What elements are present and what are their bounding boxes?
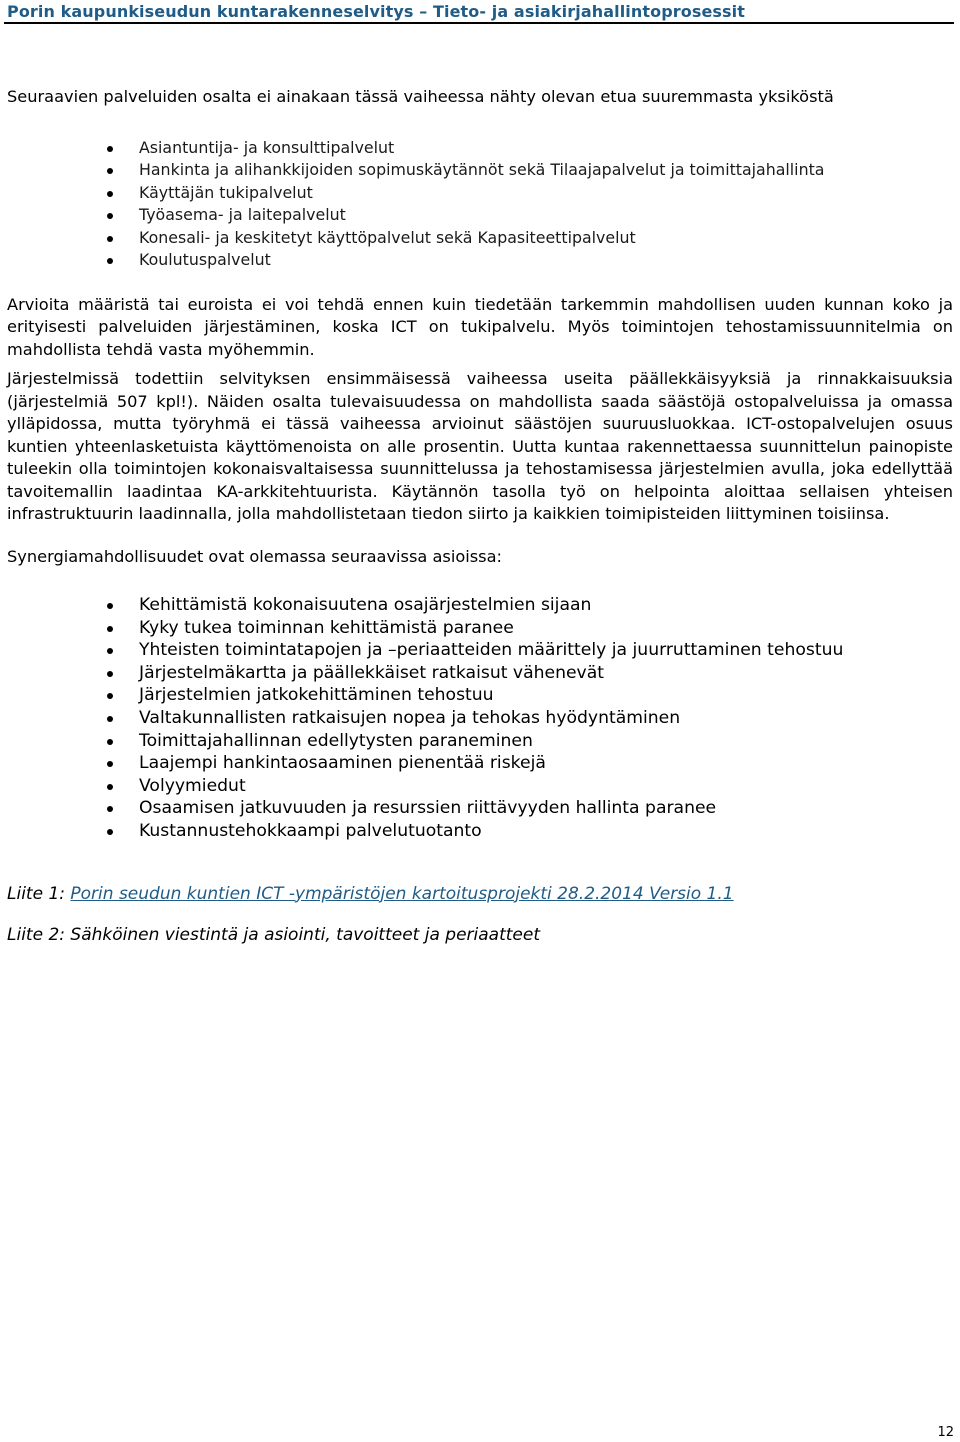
appendix-2 — [7, 924, 953, 946]
synergy-list — [7, 594, 953, 843]
bullet-icon — [107, 739, 113, 745]
synergy-item-text: Volyymiedut — [139, 775, 246, 796]
synergy-item — [7, 639, 953, 662]
bullet-icon — [107, 213, 113, 219]
service-item-text: Hankinta ja alihankkijoiden sopimuskäytännöt sekä Tilaajapalvelut ja toimittajahallinta — [139, 160, 825, 179]
service-item — [7, 249, 953, 272]
bullet-icon — [107, 603, 113, 609]
synergy-item — [7, 684, 953, 707]
service-item-text: Työasema- ja laitepalvelut — [139, 205, 346, 224]
synergy-item — [7, 730, 953, 753]
appendix-1-label: Liite 1: — [7, 883, 65, 904]
synergy-item-text: Laajempi hankintaosaaminen pienentää riskejä — [139, 753, 546, 774]
appendix-2-label: Liite 2: — [7, 924, 65, 945]
service-item — [7, 227, 953, 250]
appendix-1-link[interactable]: Porin seudun kuntien ICT -ympäristöjen kartoitusprojekti 28.2.2014 Versio 1.1 — [70, 883, 734, 904]
intro-paragraph: Seuraavien palveluiden osalta ei ainakaan tässä vaiheessa nähty olevan etua suuremmasta yksiköstä — [7, 87, 834, 106]
service-item-text: Käyttäjän tukipalvelut — [139, 182, 313, 202]
synergy-item — [7, 775, 953, 798]
synergy-item — [7, 617, 953, 640]
bullet-icon — [107, 626, 113, 632]
synergy-item-text: Järjestelmien jatkokehittäminen tehostuu — [139, 685, 494, 706]
service-item-text: Asiantuntija- ja konsulttipalvelut — [139, 137, 395, 157]
bullet-icon — [107, 716, 113, 722]
bullet-icon — [107, 671, 113, 677]
synergy-item — [7, 707, 953, 730]
synergy-item-text: Kyky tukea toiminnan kehittämistä paranee — [139, 617, 514, 638]
synergy-item — [7, 662, 953, 685]
services-list — [7, 137, 953, 272]
synergy-item-text: Osaamisen jatkuvuuden ja resurssien riittävyyden hallinta paranee — [139, 798, 717, 819]
service-item-text: Koulutuspalvelut — [139, 250, 271, 269]
bullet-icon — [107, 191, 113, 197]
document-body — [7, 86, 953, 946]
synergy-intro: Synergiamahdollisuudet ovat olemassa seuraavissa asioissa: — [7, 546, 502, 566]
synergy-item — [7, 594, 953, 617]
synergy-item-text: Yhteisten toimintatapojen ja –periaatteiden määrittely ja juurruttaminen tehostuu — [139, 640, 844, 661]
bullet-icon — [107, 806, 113, 812]
service-item — [7, 159, 953, 182]
bullet-icon — [107, 258, 113, 264]
synergy-item-text: Kustannustehokkaampi palvelutuotanto — [139, 820, 482, 841]
synergy-item-text: Valtakunnallisten ratkaisujen nopea ja tehokas hyödyntäminen — [139, 707, 681, 728]
appendix-1 — [7, 883, 953, 905]
synergy-item-text: Kehittämistä kokonaisuutena osajärjestelmien sijaan — [139, 595, 592, 615]
bullet-icon — [107, 146, 113, 152]
page-number: 12 — [937, 1425, 954, 1440]
bullet-icon — [107, 761, 113, 767]
bullet-icon — [107, 648, 113, 654]
bullet-icon — [107, 784, 113, 790]
synergy-item — [7, 752, 953, 775]
service-item — [7, 204, 953, 227]
synergy-item-text: Järjestelmäkartta ja päällekkäiset ratkaisut vähenevät — [139, 662, 605, 683]
page-header — [4, 0, 954, 24]
appendix-2-text: Sähköinen viestintä ja asiointi, tavoitteet ja periaatteet — [70, 924, 540, 945]
service-item — [7, 182, 953, 205]
service-item-text: Konesali- ja keskitetyt käyttöpalvelut sekä Kapasiteettipalvelut — [139, 227, 636, 247]
systems-paragraph: Järjestelmissä todettiin selvityksen ensimmäisessä vaiheessa useita päällekkäisyyksiä ja rinnakkaisuuksia (järjestelmiä 507 kpl!). Näiden osalta tulevaisuudessa on mahdollista saada säästöjä ostopalveluissa ja omassa ylläpidossa, mutta työryhmä ei tässä vaiheessa arvioinut säästöjen suuruusluokkaa. ICT-ostopalvelujen osuus kuntien yhteenlasketuista käyttömenoista on alle prosentin. Uutta kuntaa rakennettaessa suunnittelun painopiste tuleekin olla toimintojen kokonaisvaltaisessa suunnittelussa ja tehostamisessa järjestelmien avulla, joka edellyttää tavoitemallin laadintaa KA-arkkitehtuurista. Käytännön tasolla työ on helpointa aloittaa sellaisen yhteisen infrastruktuurin laadinnalla, jolla mahdollistetaan tiedon siirto ja kaikkien toimipisteiden liittyminen toisiinsa. — [7, 369, 953, 523]
header-title: Porin kaupunkiseudun kuntarakenneselvitys – Tieto- ja asiakirjahallintoprosessit — [7, 2, 745, 21]
estimates-paragraph: Arvioita määristä tai euroista ei voi tehdä ennen kuin tiedetään tarkemmin mahdollisen uuden kunnan koko ja erityisesti palveluiden järjestäminen, koska ICT on tukipalvelu. Myös toimintojen tehostamissuunnitelmia on mahdollista tehdä vasta myöhemmin. — [7, 294, 953, 359]
service-item — [7, 137, 953, 160]
synergy-item — [7, 820, 953, 843]
synergy-item — [7, 797, 953, 820]
synergy-item-text: Toimittajahallinnan edellytysten paraneminen — [139, 730, 533, 751]
bullet-icon — [107, 693, 113, 699]
bullet-icon — [107, 236, 113, 242]
bullet-icon — [107, 168, 113, 174]
bullet-icon — [107, 829, 113, 835]
